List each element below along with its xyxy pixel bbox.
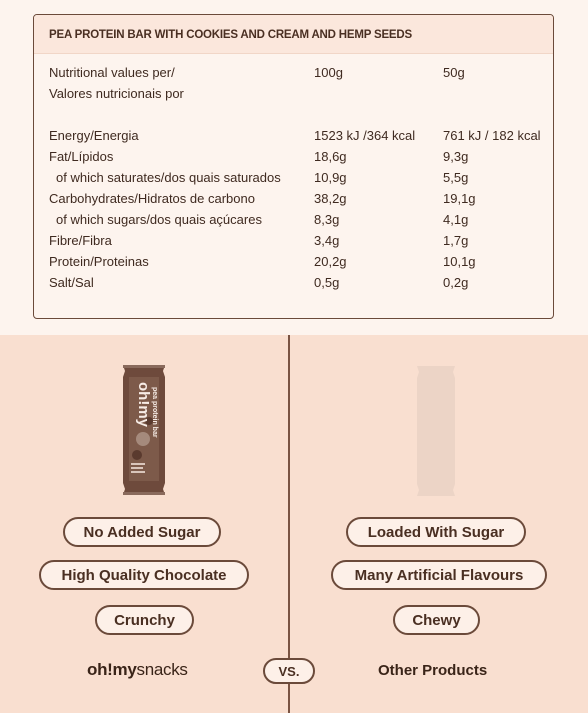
row-value-50g: 761 kJ / 182 kcal (443, 128, 541, 143)
row-value-100g: 20,2g (314, 254, 347, 269)
row-value-100g: 18,6g (314, 149, 347, 164)
header-col-100g: 100g (314, 65, 343, 80)
bar-product-text: pea protein bar (151, 387, 158, 438)
row-label: Energy/Energia (49, 128, 139, 143)
row-value-50g: 1,7g (443, 233, 469, 248)
header-label-line1: Nutritional values per/ (49, 65, 175, 80)
pill-many-artificial-flavours: Many Artificial Flavours (331, 560, 547, 590)
header-col-50g: 50g (443, 65, 465, 80)
other-product-bar-image (414, 364, 458, 498)
row-value-100g: 0,5g (314, 275, 340, 290)
nutrition-table (33, 14, 554, 319)
ohmy-protein-bar-image (119, 363, 169, 497)
pill-crunchy: Crunchy (95, 605, 194, 635)
row-label: Protein/Proteinas (49, 254, 149, 269)
row-label: Fat/Lípidos (49, 149, 114, 164)
header-label-line2: Valores nutricionais por (49, 86, 184, 101)
row-value-50g: 19,1g (443, 191, 476, 206)
row-value-100g: 3,4g (314, 233, 340, 248)
row-value-100g: 1523 kJ /364 kcal (314, 128, 416, 143)
pill-no-added-sugar: No Added Sugar (63, 517, 221, 547)
vs-badge: VS. (263, 658, 315, 684)
bar-brand-text: oh!my (135, 382, 152, 427)
row-value-50g: 9,3g (443, 149, 469, 164)
pill-chewy: Chewy (393, 605, 480, 635)
other-products-label: Other Products (378, 662, 488, 679)
comparison-section (0, 335, 588, 713)
row-value-50g: 10,1g (443, 254, 476, 269)
pill-high-quality-chocolate: High Quality Chocolate (39, 560, 249, 590)
row-label: Salt/Sal (49, 275, 94, 290)
row-value-50g: 4,1g (443, 212, 469, 227)
row-value-100g: 38,2g (314, 191, 347, 206)
row-label: of which sugars/dos quais açúcares (56, 212, 262, 227)
logo-sub: snacks (136, 660, 188, 679)
pill-loaded-with-sugar: Loaded With Sugar (346, 517, 526, 547)
row-label: Carbohydrates/Hidratos de carbono (49, 191, 255, 206)
row-value-100g: 10,9g (314, 170, 347, 185)
row-label: Fibre/Fibra (49, 233, 112, 248)
nutrition-section (0, 0, 588, 335)
row-label: of which saturates/dos quais saturados (56, 170, 281, 185)
logo-main: oh!my (87, 660, 137, 679)
row-value-50g: 0,2g (443, 275, 469, 290)
comparison-divider (288, 335, 290, 713)
row-value-100g: 8,3g (314, 212, 340, 227)
nutrition-title: PEA PROTEIN BAR WITH COOKIES AND CREAM AND HEMP SEEDS (34, 15, 553, 54)
row-value-50g: 5,5g (443, 170, 469, 185)
ohmysnacks-logo (87, 660, 188, 680)
